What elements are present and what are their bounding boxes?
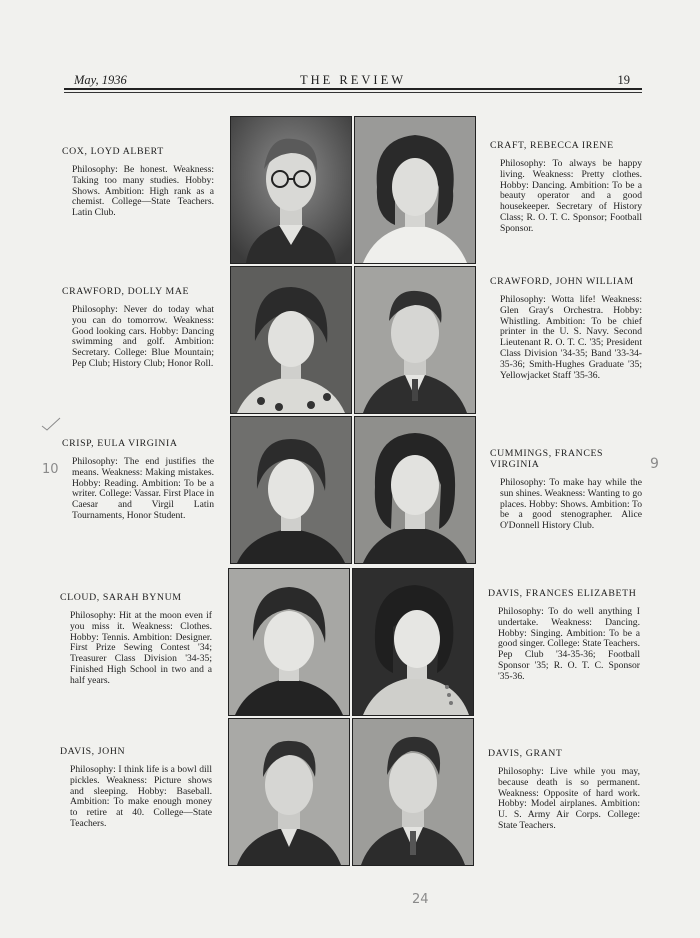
student-photo-davis-john — [228, 718, 350, 866]
student-photo-crawford-john — [354, 266, 476, 414]
student-bio: Philosophy: Wotta life! Weakness: Glen Gray's Orchestra. Hobby: Whistling. Ambition: To be chief printer in the U. S. Navy. Second Lieutenant R. O. T. C. '35; President Class Division '34-35; Band '33-34-35-36; Smith-Hughes Graduate '35; Yellowjacket Staff '35-36. — [500, 294, 642, 381]
header-rule-thin — [64, 92, 642, 93]
student-entry-cloud — [60, 592, 212, 687]
student-photo-cummings — [354, 416, 476, 564]
student-name: COX, LOYD ALBERT — [62, 146, 164, 157]
pencil-mark-bottom: 24 — [412, 892, 429, 907]
student-bio: Philosophy: To do well anything I undertake. Weakness: Dancing. Hobby: Singing. Ambition: To be a good singer. College: State Teachers. Pep Club '34-35-36; Football Sponsor '35; R. O. T. C. Sponsor '35-36. — [498, 606, 640, 682]
student-bio: Philosophy: To make hay while the sun shines. Weakness: Wanting to go places. Hobby: Shows. Ambition: To be a good stenographer. Alice O'Donnell History Club. — [500, 477, 642, 532]
student-entry-crisp — [62, 438, 214, 522]
student-photo-cox — [230, 116, 352, 264]
student-bio: Philosophy: The end justifies the means. Weakness: Making mistakes. Hobby: Reading. Ambition: To be a writer. College: Vassar. First Place in Caesar and Virgil Latin Tournaments, Honor Student. — [72, 456, 214, 521]
student-bio: Philosophy: I think life is a bowl dill pickles. Weakness: Picture shows and sleeping. Hobby: Baseball. Ambition: To make enough money to retire at 40. College—State Teachers. — [70, 764, 212, 829]
page-number: 19 — [617, 73, 630, 87]
student-entry-craft — [490, 140, 642, 235]
pencil-checkmark — [40, 416, 62, 432]
pencil-mark-left: 10 — [42, 462, 59, 477]
student-entry-davis-john — [60, 746, 212, 830]
student-photo-davis-frances — [352, 568, 474, 716]
student-bio: Philosophy: Be honest. Weakness: Taking too many studies. Hobby: Shows. Ambition: High rank as a chemist. College—State Teachers. Latin Club. — [72, 164, 214, 219]
student-photo-craft — [354, 116, 476, 264]
student-entry-davis-grant — [488, 748, 640, 832]
student-photo-cloud — [228, 568, 350, 716]
student-name: CLOUD, SARAH BYNUM — [60, 592, 182, 603]
student-bio: Philosophy: Never do today what you can do tomorrow. Weakness: Good looking cars. Hobby: Dancing swimming and golf. Ambition: Secretary. College: Blue Mountain; Pep Club; History Club; Honor Roll. — [72, 304, 214, 369]
student-photo-crawford-dolly — [230, 266, 352, 414]
student-bio: Philosophy: Live while you may, because death is so permanent. Weakness: Opposite of hard work. Hobby: Model airplanes. Ambition: U. S. Army Air Corps. College: State Teachers. — [498, 766, 640, 831]
student-entry-crawford-dolly — [62, 286, 214, 370]
student-name: CRAFT, REBECCA IRENE — [490, 140, 614, 151]
student-bio: Philosophy: To always be happy living. Weakness: Pretty clothes. Hobby: Dancing. Ambition: To be a beauty operator and a good housekeeper. Secretary of History Class; R. O. T. C. Sponsor; Football Sponsor. — [500, 158, 642, 234]
publication-title: THE REVIEW — [299, 73, 407, 87]
student-entry-davis-frances — [488, 588, 640, 683]
issue-date: May, 1936 — [74, 73, 127, 87]
student-name: DAVIS, JOHN — [60, 746, 126, 757]
student-name: DAVIS, FRANCES ELIZABETH — [488, 588, 637, 599]
student-photo-davis-grant — [352, 718, 474, 866]
header-rule — [64, 88, 642, 90]
student-entry-cox — [62, 146, 214, 219]
student-bio: Philosophy: Hit at the moon even if you miss it. Weakness: Clothes. Hobby: Tennis. Ambition: Designer. First Prize Sewing Contest '34; Treasurer Class Division '34-35; Finished High School in two and a half years. — [70, 610, 212, 686]
student-entry-crawford-john — [490, 276, 642, 381]
student-name: CRISP, EULA VIRGINIA — [62, 438, 178, 449]
student-photo-crisp — [230, 416, 352, 564]
pencil-mark-right: 9 — [650, 456, 659, 472]
student-name: DAVIS, GRANT — [488, 748, 563, 759]
student-name: CRAWFORD, JOHN WILLIAM — [490, 276, 634, 287]
student-entry-cummings — [490, 448, 642, 532]
student-name: CUMMINGS, FRANCES VIRGINIA — [490, 448, 604, 470]
student-name: CRAWFORD, DOLLY MAE — [62, 286, 190, 297]
